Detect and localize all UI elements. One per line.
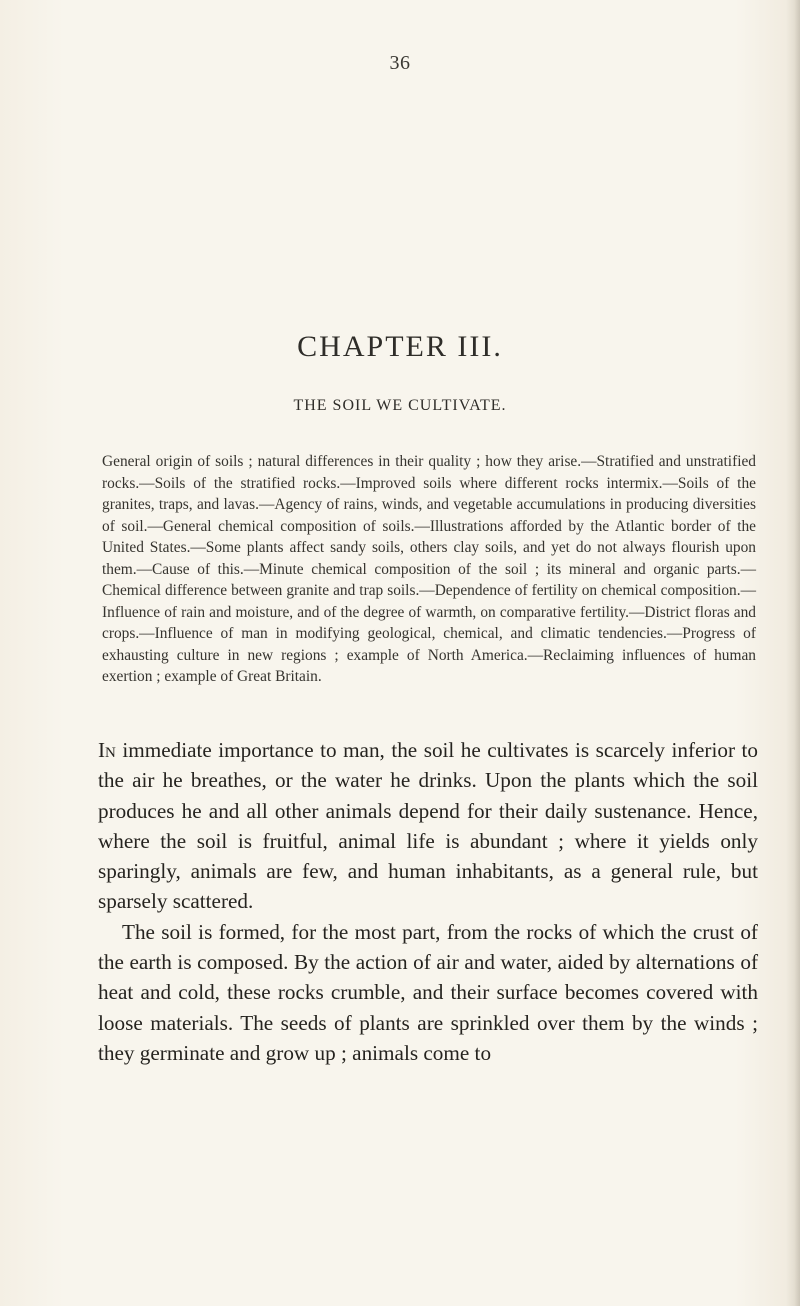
paragraph-1-text: immediate importance to man, the soil he cultivates is scarcely inferior to the air he breathes, or the water he drinks. Upon the plants which the soil produces he and all other animals depend for their daily sustenance. Hence, where the soil is fruitful, animal life is abundant ; where it yields only sparingly, animals are few, and human inhabitants, as a general rule, but sparsely scattered.	[98, 738, 758, 914]
body-text	[98, 735, 758, 1068]
paragraph-2: The soil is formed, for the most part, from the rocks of which the crust of the earth is composed. By the action of air and water, aided by alternations of heat and cold, these rocks crumble, and their surface becomes covered with loose materials. The seeds of plants are sprinkled over them by the winds ; they germinate and grow up ; animals come to	[98, 919, 758, 1065]
chapter-summary: General origin of soils ; natural differences in their quality ; how they arise.—Stratified and unstratified rocks.—Soils of the stratified rocks.—Improved soils where different rocks intermix.—Soils of the granites, traps, and lavas.—Agency of rains, winds, and vegetable accumulations in producing diversities of soil.—General chemical composition of soils.—Illustrations afforded by the Atlantic border of the United States.—Some plants affect sandy soils, others clay soils, and yet do not always flourish upon them.—Cause of this.—Minute chemical composition of the soil ; its mineral and organic parts.—Chemical difference between granite and trap soils.—Dependence of fertility on chemical composition.—Influence of rain and moisture, and of the degree of warmth, on comparative fertility.—District floras and crops.—Influence of man in modifying geological, chemical, and climatic tendencies.—Progress of exhausting culture in new regions ; example of North America.—Reclaiming influences of human exertion ; example of Great Britain.	[102, 453, 756, 685]
page-edge-shadow	[786, 0, 800, 1306]
paragraph-lead-word: In	[98, 738, 116, 762]
chapter-heading: CHAPTER III.	[297, 330, 503, 363]
paragraph-1	[98, 735, 758, 917]
page-number: 36	[389, 52, 411, 74]
chapter-title: THE SOIL WE CULTIVATE.	[293, 397, 507, 414]
